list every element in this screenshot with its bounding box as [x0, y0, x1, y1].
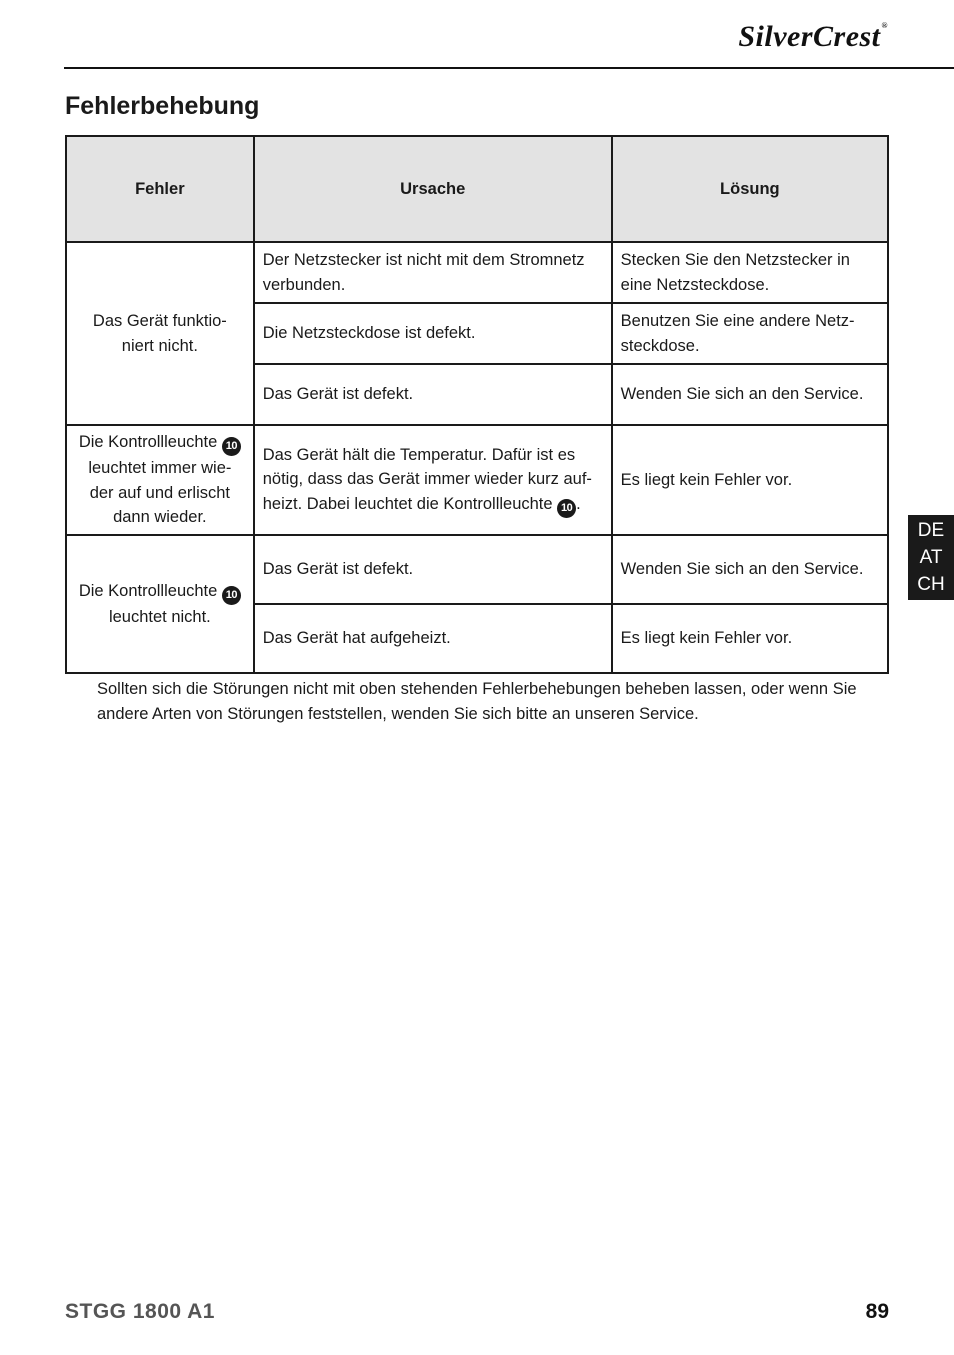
loesung-cell: Es liegt kein Fehler vor.: [612, 425, 888, 535]
loesung-cell: Wenden Sie sich an den Service.: [612, 535, 888, 604]
loesung-cell: Es liegt kein Fehler vor.: [612, 604, 888, 673]
loesung-cell: Wenden Sie sich an den Service.: [612, 364, 888, 425]
fehler-text: Das Gerät funktio- niert nicht.: [92, 312, 227, 355]
indicator-10-icon: 10: [557, 499, 576, 518]
page-number: 89: [865, 1300, 889, 1323]
fehler-text-start: Die Kontrollleuchte: [78, 581, 218, 600]
language-at: AT: [919, 547, 943, 568]
fehler-text-end: leuchtet nicht.: [108, 607, 211, 626]
indicator-10-icon: 10: [222, 586, 241, 605]
language-ch: CH: [917, 574, 945, 595]
column-header-ursache: Ursache: [254, 136, 612, 242]
ursache-cell: [254, 425, 612, 535]
ursache-cell: Die Netzsteckdose ist defekt.: [254, 303, 612, 364]
page-title: Fehlerbehebung: [65, 92, 260, 120]
fehler-text-start: Die Kontrollleuchte: [78, 433, 218, 452]
service-note: Sollten sich die Störungen nicht mit oben stehenden Fehlerbehebungen beheben lassen, oder wenn Sie andere Arten von Störungen feststellen, wenden Sie sich bitte an unseren Service.: [97, 680, 857, 723]
language-tab: [908, 515, 954, 600]
table-row: [66, 242, 888, 303]
ursache-text-start: Das Gerät hält die Temperatur. Dafür ist es nötig, dass das Gerät immer wieder kurz auf- heizt. Dabei leuchtet die Kontrollleuchte: [262, 445, 592, 513]
loesung-cell: Benutzen Sie eine andere Netz- steckdose.: [612, 303, 888, 364]
troubleshooting-table: [65, 135, 889, 674]
column-header-fehler: Fehler: [66, 136, 254, 242]
ursache-cell: Das Gerät ist defekt.: [254, 535, 612, 604]
ursache-cell: Das Gerät hat aufgeheizt.: [254, 604, 612, 673]
table-row: [66, 535, 888, 604]
column-header-loesung: Lösung: [612, 136, 888, 242]
brand-logo: [738, 22, 888, 52]
ursache-cell: Der Netzstecker ist nicht mit dem Stromnetz verbunden.: [254, 242, 612, 303]
table-row: [66, 425, 888, 535]
brand-logo-text: SilverCrest: [738, 20, 881, 53]
fehler-cell: [66, 242, 254, 425]
ursache-text-end: .: [576, 494, 581, 513]
fehler-text-end: leuchtet immer wie- der auf und erlischt dann wieder.: [88, 459, 232, 527]
fehler-cell: [66, 425, 254, 535]
ursache-cell: Das Gerät ist defekt.: [254, 364, 612, 425]
fehler-cell: [66, 535, 254, 673]
loesung-cell: Stecken Sie den Netzstecker in eine Netzsteckdose.: [612, 242, 888, 303]
footer-model: STGG 1800 A1: [65, 1300, 215, 1323]
indicator-10-icon: 10: [222, 437, 241, 456]
registered-mark: ®: [881, 21, 888, 30]
table-header-row: [66, 136, 888, 242]
language-de: DE: [917, 520, 945, 541]
header-rule: [64, 67, 954, 69]
